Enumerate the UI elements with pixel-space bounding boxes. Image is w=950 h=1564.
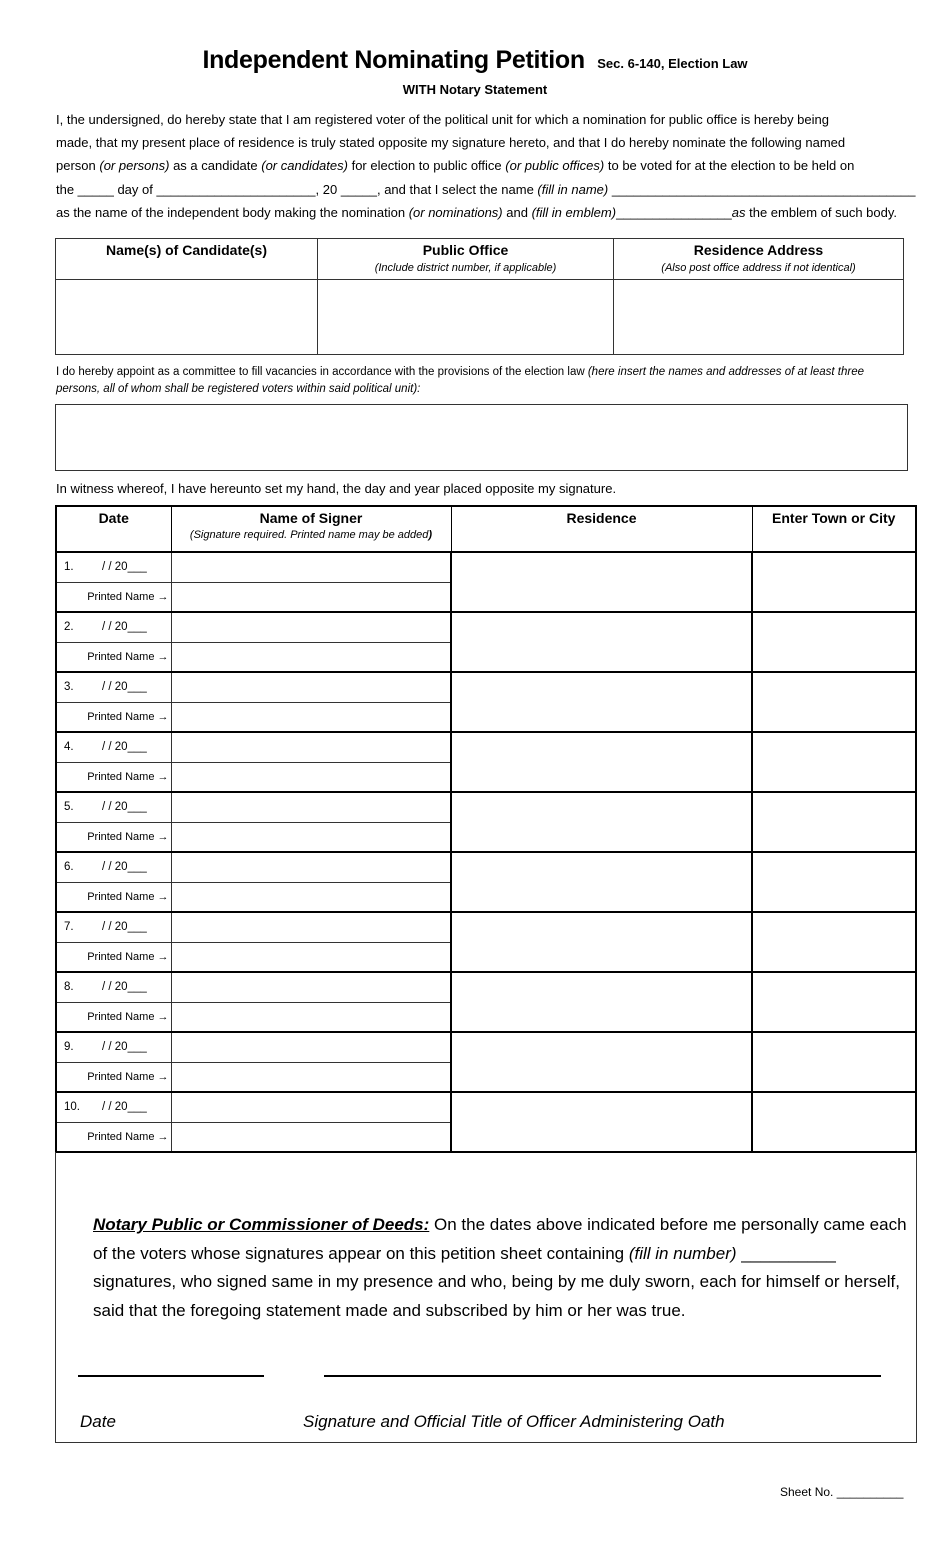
signer-signature-field[interactable] (171, 1032, 451, 1062)
signer-town-field[interactable] (752, 732, 916, 792)
signer-signature-field[interactable] (171, 852, 451, 882)
signer-residence-field[interactable] (451, 1032, 752, 1092)
signer-town-field[interactable] (752, 972, 916, 1032)
signer-residence-field[interactable] (451, 672, 752, 732)
printed-name-label: Printed Name → (56, 1062, 171, 1092)
intro-line-5[interactable]: as the name of the independent body making the nomination (or nominations) and (fill in emblem)________________as the emblem of such body. (56, 204, 898, 220)
sheet-number[interactable]: Sheet No. __________ (780, 1485, 904, 1499)
notary-label: Notary Public or Commissioner of Deeds: (93, 1215, 430, 1234)
notary-date-caption: Date (80, 1412, 116, 1431)
signer-residence-field[interactable] (451, 1092, 752, 1152)
signer-residence-field[interactable] (451, 612, 752, 672)
row-number: 8. (64, 981, 74, 993)
signer-town-field[interactable] (752, 672, 916, 732)
printed-name-field[interactable] (171, 1062, 451, 1092)
signature-row (56, 732, 916, 762)
signer-town-field[interactable] (752, 1032, 916, 1092)
date-template: / / 20___ (102, 1041, 147, 1053)
printed-name-field[interactable] (171, 882, 451, 912)
signer-residence-field[interactable] (451, 852, 752, 912)
statute-reference: Sec. 6-140, Election Law (597, 56, 748, 71)
candidate-office-field[interactable] (318, 280, 614, 355)
printed-name-label: Printed Name → (56, 942, 171, 972)
signature-row (56, 912, 916, 942)
intro-line-4[interactable]: the _____ day of ______________________, 20 _____, and that I select the name (fill in name) __________________________________________ (56, 181, 916, 197)
notary-statement: Notary Public or Commissioner of Deeds: On the dates above indicated before me personally came each of the voters whose signatures appear on this petition sheet containing (fill in number) __________ signatures, who signed same in my presence and who, being by me duly sworn, each for himself or herself, said that the foregoing statement made and subscribed by him or her was true. (93, 1215, 907, 1320)
signer-town-field[interactable] (752, 612, 916, 672)
signer-signature-field[interactable] (171, 912, 451, 942)
signer-residence-field[interactable] (451, 732, 752, 792)
printed-name-field[interactable] (171, 1002, 451, 1032)
printed-name-label: Printed Name → (56, 582, 171, 612)
signature-row (56, 852, 916, 882)
signature-date-field[interactable] (56, 612, 171, 642)
printed-name-field[interactable] (171, 642, 451, 672)
signature-date-field[interactable] (56, 732, 171, 762)
signature-row (56, 972, 916, 1002)
signer-signature-field[interactable] (171, 552, 451, 582)
signature-date-field[interactable] (56, 552, 171, 582)
printed-name-label: Printed Name → (56, 822, 171, 852)
signatures-table (55, 505, 917, 1153)
committee-statement: I do hereby appoint as a committee to fill vacancies in accordance with the provisions of the election law (here insert the names and addresses of at least three persons, all of whom shall be registered voters within said political unit): (56, 366, 865, 395)
date-template: / / 20___ (102, 921, 147, 933)
printed-name-label: Printed Name → (56, 882, 171, 912)
row-number: 7. (64, 921, 74, 933)
witness-statement: In witness whereof, I have hereunto set my hand, the day and year placed opposite my signature. (56, 481, 617, 496)
signature-date-field[interactable] (56, 972, 171, 1002)
signer-signature-field[interactable] (171, 972, 451, 1002)
signer-town-field[interactable] (752, 552, 916, 612)
intro-statement (56, 108, 916, 224)
printed-name-field[interactable] (171, 582, 451, 612)
page-title: Independent Nominating Petition (202, 46, 585, 74)
printed-name-label: Printed Name → (56, 1002, 171, 1032)
candidate-name-field[interactable] (56, 280, 318, 355)
signature-row (56, 1092, 916, 1122)
intro-line-2: made, that my present place of residence is truly stated opposite my signature hereto, and that I do hereby nominate the following named (56, 135, 846, 151)
signer-residence-field[interactable] (451, 552, 752, 612)
signer-town-field[interactable] (752, 1092, 916, 1152)
signature-row (56, 672, 916, 702)
candidates-header-name: Name(s) of Candidate(s) (56, 239, 318, 280)
signer-signature-field[interactable] (171, 1092, 451, 1122)
signer-town-field[interactable] (752, 792, 916, 852)
date-template: / / 20___ (102, 981, 147, 993)
signer-signature-field[interactable] (171, 732, 451, 762)
date-template: / / 20___ (102, 561, 147, 573)
date-template: / / 20___ (102, 741, 147, 753)
page-subtitle: WITH Notary Statement (402, 82, 548, 97)
notary-signature-caption: Signature and Official Title of Officer Administering Oath (303, 1412, 725, 1431)
printed-name-field[interactable] (171, 1122, 451, 1152)
row-number: 5. (64, 801, 74, 813)
printed-name-field[interactable] (171, 762, 451, 792)
printed-name-field[interactable] (171, 822, 451, 852)
date-template: / / 20___ (102, 681, 147, 693)
notary-signature-line[interactable] (324, 1375, 881, 1377)
signature-date-field[interactable] (56, 1032, 171, 1062)
candidates-header-office: Public Office (Include district number, if applicable) (318, 239, 614, 280)
printed-name-label: Printed Name → (56, 1122, 171, 1152)
signer-residence-field[interactable] (451, 792, 752, 852)
row-number: 9. (64, 1041, 74, 1053)
row-number: 6. (64, 861, 74, 873)
signature-date-field[interactable] (56, 672, 171, 702)
committee-field[interactable] (55, 404, 908, 471)
signatures-header-town: Enter Town or City (752, 506, 916, 552)
title-block (0, 46, 950, 75)
intro-line-3: person (or persons) as a candidate (or candidates) for election to public office (or public offices) to be voted for at the election to be held on (56, 158, 855, 174)
row-number: 1. (64, 561, 74, 573)
signer-residence-field[interactable] (451, 912, 752, 972)
printed-name-label: Printed Name → (56, 762, 171, 792)
signature-row (56, 1032, 916, 1062)
signature-date-field[interactable] (56, 852, 171, 882)
candidate-residence-field[interactable] (614, 280, 904, 355)
signatures-header-date: Date (56, 506, 171, 552)
signer-signature-field[interactable] (171, 612, 451, 642)
candidates-header-residence: Residence Address (Also post office address if not identical) (614, 239, 904, 280)
date-template: / / 20___ (102, 621, 147, 633)
signer-signature-field[interactable] (171, 672, 451, 702)
signature-date-field[interactable] (56, 792, 171, 822)
row-number: 2. (64, 621, 74, 633)
signatures-header-name: Name of Signer (Signature required. Printed name may be added) (171, 506, 451, 552)
printed-name-field[interactable] (171, 942, 451, 972)
date-template: / / 20___ (102, 1101, 147, 1113)
signer-town-field[interactable] (752, 852, 916, 912)
printed-name-label: Printed Name → (56, 642, 171, 672)
signature-row (56, 552, 916, 582)
date-template: / / 20___ (102, 861, 147, 873)
signature-row (56, 792, 916, 822)
row-number: 4. (64, 741, 74, 753)
signer-signature-field[interactable] (171, 792, 451, 822)
printed-name-label: Printed Name → (56, 702, 171, 732)
signer-residence-field[interactable] (451, 972, 752, 1032)
notary-date-line[interactable] (78, 1375, 264, 1377)
candidates-table (55, 238, 904, 355)
row-number: 10. (64, 1101, 80, 1113)
signature-row (56, 612, 916, 642)
row-number: 3. (64, 681, 74, 693)
printed-name-field[interactable] (171, 702, 451, 732)
date-template: / / 20___ (102, 801, 147, 813)
signature-date-field[interactable] (56, 912, 171, 942)
intro-line-1: I, the undersigned, do hereby state that I am registered voter of the political unit for which a nomination for public office is hereby being (56, 112, 829, 127)
signature-date-field[interactable] (56, 1092, 171, 1122)
signer-town-field[interactable] (752, 912, 916, 972)
signatures-header-residence: Residence (451, 506, 752, 552)
